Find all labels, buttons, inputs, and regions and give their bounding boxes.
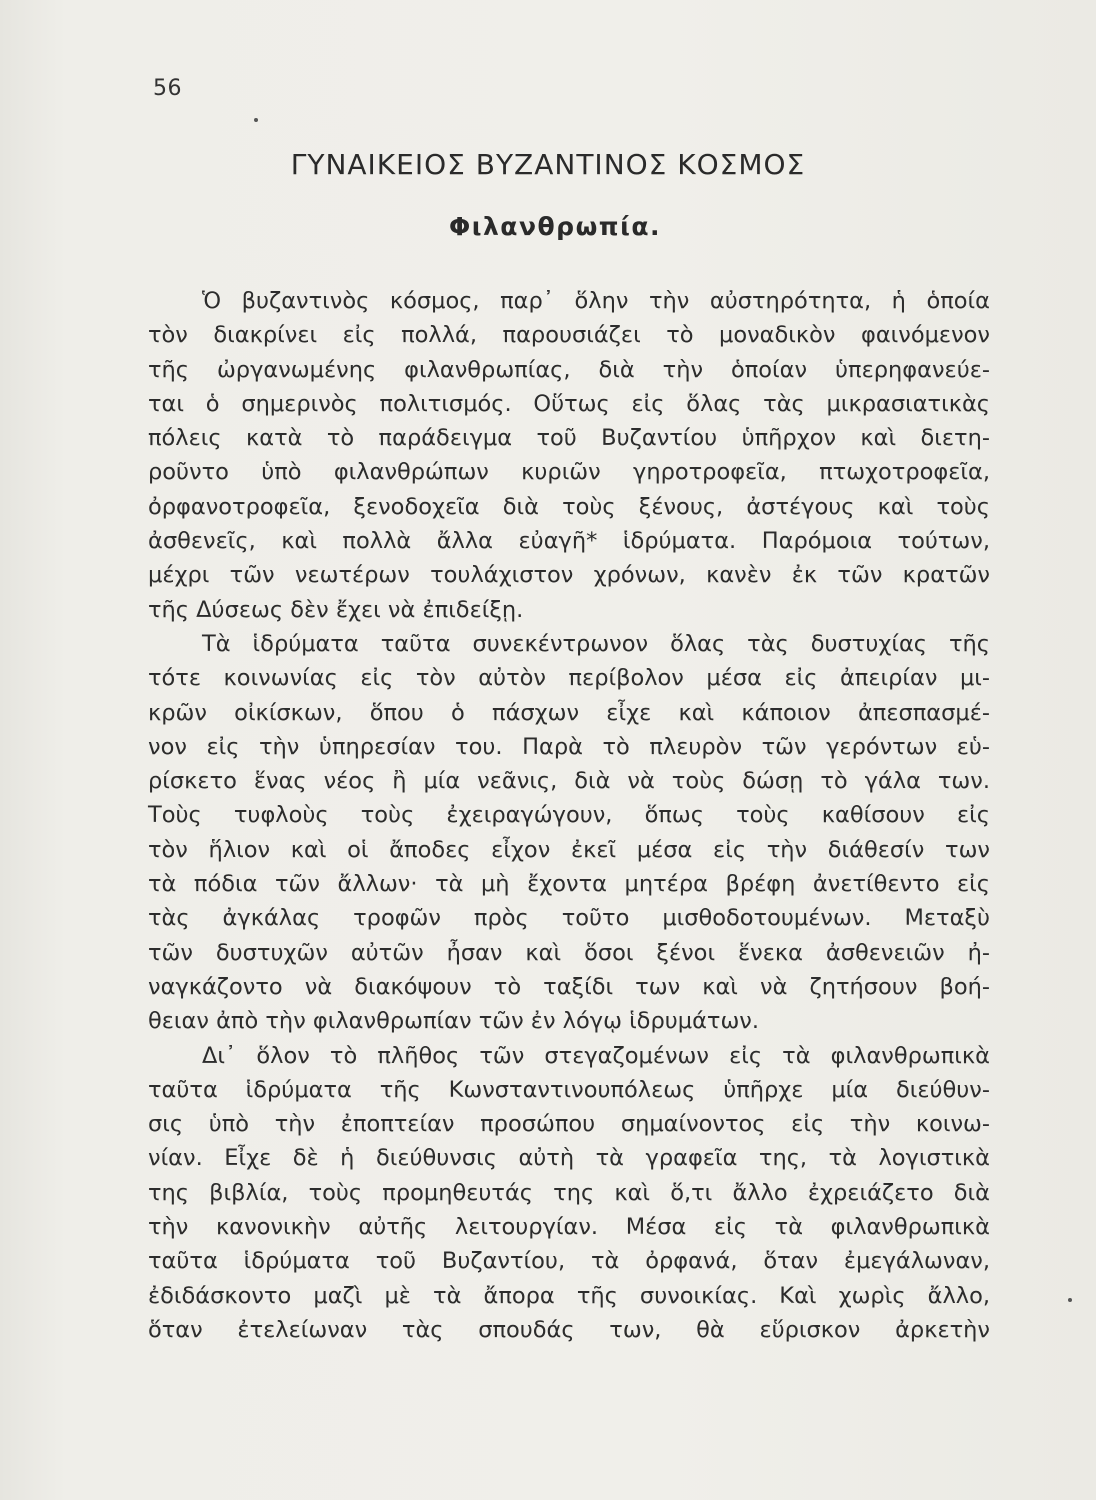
text-line: τῶν δυστυχῶν αὐτῶν ἦσαν καὶ ὅσοι ξένοι ἕνεκα ἀσθενειῶν ἠ- [148, 939, 990, 966]
text-line: ταῦτα ἱδρύματα τῆς Κωνσταντινουπόλεως ὑπῆρχε μία διεύθυν- [148, 1076, 990, 1103]
text-line: τότε κοινωνίας εἰς τὸν αὐτὸν περίβολον μέσα εἰς ἀπειρίαν μι- [148, 665, 990, 692]
text-line: Τὰ ἱδρύματα ταῦτα συνεκέντρωνον ὅλας τὰς δυστυχίας τῆς [202, 630, 990, 657]
text-line: ὅταν ἐτελείωναν τὰς σπουδάς των, θὰ εὕρισκον ἀρκετὴν [148, 1316, 990, 1343]
text-line: Δι᾿ ὅλον τὸ πλῆθος τῶν στεγαζομένων εἰς τὰ φιλανθρωπικὰ [202, 1042, 990, 1069]
text-line: τῆς ὠργανωμένης φιλανθρωπίας, διὰ τὴν ὁποίαν ὑπερηφανεύε- [148, 356, 990, 383]
text-line: της βιβλία, τοὺς προμηθευτάς της καὶ ὅ,τι ἄλλο ἐχρειάζετο διὰ [148, 1179, 990, 1206]
body-text [148, 284, 990, 1347]
text-line: τῆς Δύσεως δὲν ἔχει νὰ ἐπιδείξῃ. [148, 596, 524, 623]
print-speck [254, 118, 258, 122]
text-line: ροῦντο ὑπὸ φιλανθρώπων κυριῶν γηροτροφεῖα, πτωχοτροφεῖα, [148, 459, 990, 486]
running-head: ΓΥΝΑΙΚΕΙΟΣ ΒΥΖΑΝΤΙΝΟΣ ΚΟΣΜΟΣ [290, 148, 806, 181]
text-line: ρίσκετο ἕνας νέος ἢ μία νεᾶνις, διὰ νὰ τοὺς δώσῃ τὸ γάλα των. [148, 768, 990, 795]
text-line: ὀρφανοτροφεῖα, ξενοδοχεῖα διὰ τοὺς ξένους, ἀστέγους καὶ τοὺς [148, 493, 990, 520]
text-line: τὸν ἥλιον καὶ οἱ ἄποδες εἶχον ἐκεῖ μέσα εἰς τὴν διάθεσίν των [148, 836, 990, 863]
print-speck [1068, 1298, 1072, 1302]
text-line: ται ὁ σημερινὸς πολιτισμός. Οὕτως εἰς ὅλας τὰς μικρασιατικὰς [148, 390, 990, 417]
text-line: ἐδιδάσκοντο μαζὶ μὲ τὰ ἄπορα τῆς συνοικίας. Καὶ χωρὶς ἄλλο, [148, 1282, 990, 1309]
text-line: νον εἰς τὴν ὑπηρεσίαν του. Παρὰ τὸ πλευρὸν τῶν γερόντων εὑ- [148, 733, 990, 760]
page-number: 56 [153, 76, 182, 101]
text-line: τὰς ἀγκάλας τροφῶν πρὸς τοῦτο μισθοδοτουμένων. Μεταξὺ [148, 905, 990, 932]
section-title: Φιλανθρωπία. [448, 212, 661, 241]
text-line: σις ὑπὸ τὴν ἐποπτείαν προσώπου σημαίνοντος εἰς τὴν κοινω- [148, 1111, 990, 1138]
text-line: Τοὺς τυφλοὺς τοὺς ἐχειραγώγουν, ὅπως τοὺς καθίσουν εἰς [148, 802, 990, 829]
text-line: ταῦτα ἱδρύματα τοῦ Βυζαντίου, τὰ ὀρφανά, ὅταν ἐμεγάλωναν, [148, 1248, 990, 1275]
text-line: τὴν κανονικὴν αὐτῆς λειτουργίαν. Μέσα εἰς τὰ φιλανθρωπικὰ [148, 1214, 990, 1241]
text-line: μέχρι τῶν νεωτέρων τουλάχιστον χρόνων, κανὲν ἐκ τῶν κρατῶν [148, 562, 990, 589]
text-line: πόλεις κατὰ τὸ παράδειγμα τοῦ Βυζαντίου ὑπῆρχον καὶ διετη- [148, 425, 990, 452]
text-line: Ὁ βυζαντινὸς κόσμος, παρ᾿ ὅλην τὴν αὐστηρότητα, ἡ ὁποία [202, 288, 990, 314]
text-line: τὰ πόδια τῶν ἄλλων· τὰ μὴ ἔχοντα μητέρα βρέφη ἀνετίθεντο εἰς [148, 871, 990, 898]
text-line: νίαν. Εἶχε δὲ ἡ διεύθυνσις αὐτὴ τὰ γραφεῖα της, τὰ λογιστικὰ [148, 1145, 990, 1172]
text-line: ἀσθενεῖς, καὶ πολλὰ ἄλλα εὐαγῆ* ἱδρύματα. Παρόμοια τούτων, [148, 528, 990, 555]
text-line: θειαν ἀπὸ τὴν φιλανθρωπίαν τῶν ἐν λόγῳ ἱδρυμάτων. [148, 1008, 760, 1035]
text-line: ναγκάζοντο νὰ διακόψουν τὸ ταξίδι των καὶ νὰ ζητήσουν βοή- [148, 973, 990, 1000]
text-line: τὸν διακρίνει εἰς πολλά, παρουσιάζει τὸ μοναδικὸν φαινόμενον [148, 322, 990, 349]
text-line: κρῶν οἰκίσκων, ὅπου ὁ πάσχων εἶχε καὶ κάποιον ἀπεσπασμέ- [148, 699, 990, 726]
